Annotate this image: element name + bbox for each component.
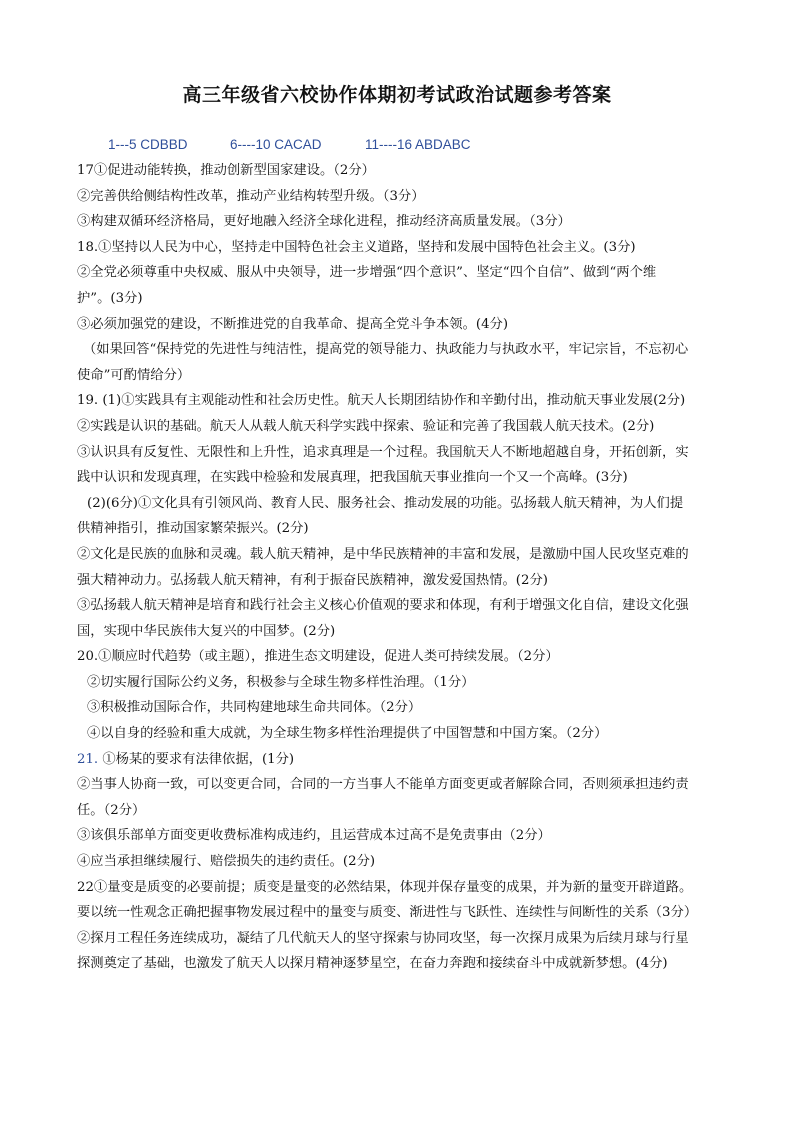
answer-line: ②当事人协商一致，可以变更合同，合同的一方当事人不能单方面变更或者解除合同，否则须承担违约责	[77, 777, 689, 793]
answer-line: ②实践是认识的基础。航天人从载人航天科学实践中探索、验证和完善了我国载人航天技术。(2分)	[77, 418, 655, 434]
answer-line: (2)(6分)①文化具有引领风尚、教育人民、服务社会、推动发展的功能。弘扬载人航天精神，为人们提	[87, 495, 684, 511]
answer-line: ③积极推动国际合作，共同构建地球生命共同体。（2分）	[87, 700, 422, 716]
answer-line: ②切实履行国际公约义务，积极参与全球生物多样性治理。（1分）	[87, 674, 475, 690]
answers-6-10: 6----10 CACAD	[230, 137, 322, 152]
answer-line: 任。（2分）	[77, 802, 146, 818]
answer-line: ②完善供给侧结构性改革，推动产业结构转型升级。（3分）	[77, 188, 425, 204]
answer-line: 要以统一性观念正确把握事物发展过程中的量变与质变、渐进性与飞跃性、连续性与间断性的关系（3分）	[77, 905, 698, 921]
question-number-21: 21.	[77, 751, 99, 767]
answer-line: ③认识具有反复性、无限性和上升性，追求真理是一个过程。我国航天人不断地超越自身，开拓创新，实	[77, 444, 689, 460]
answer-line-21	[77, 747, 722, 773]
answer-line: ④应当承担继续履行、赔偿损失的违约责任。(2分)	[77, 854, 376, 870]
answer-line: ④以自身的经验和重大成就，为全球生物多样性治理提供了中国智慧和中国方案。（2分）	[87, 726, 608, 742]
answer-line: 护”。(3分)	[77, 290, 143, 306]
answer-line-21-text: ①杨某的要求有法律依据，(1分)	[102, 751, 295, 767]
answer-line: 22①量变是质变的必要前提；质变是量变的必然结果，体现并保存量变的成果，并为新的量变开辟道路。	[77, 879, 693, 895]
answer-line: ②探月工程任务连续成功，凝结了几代航天人的坚守探索与协同攻坚，每一次探月成果为后续月球与行星	[77, 930, 689, 946]
multiple-choice-answers	[108, 137, 471, 157]
answer-line: 17①促进动能转换，推动创新型国家建设。（2分）	[77, 163, 375, 178]
answer-line: ③必须加强党的建设，不断推进党的自我革命、提高全党斗争本领。(4分)	[77, 316, 509, 332]
answer-line: ③弘扬载人航天精神是培育和践行社会主义核心价值观的要求和体现，有利于增强文化自信，建设文化强	[77, 598, 689, 614]
answer-line: ③该俱乐部单方面变更收费标准构成违约，且运营成本过高不是免责事由（2分）	[77, 828, 551, 844]
answer-line: 国，实现中华民族伟大复兴的中国梦。(2分)	[77, 623, 336, 639]
answer-line: 使命”可酌情给分）	[77, 367, 191, 383]
answer-line: 践中认识和发现真理，在实践中检验和发展真理，把我国航天事业推向一个又一个高峰。(3分)	[77, 470, 628, 486]
answer-line: ③构建双循环经济格局，更好地融入经济全球化进程，推动经济高质量发展。（3分）	[77, 214, 571, 230]
answers-1-5: 1---5 CDBBD	[108, 137, 188, 152]
page-title: 高三年级省六校协作体期初考试政治试题参考答案	[182, 84, 612, 106]
answer-line: 供精神指引，推动国家繁荣振兴。(2分)	[77, 521, 309, 537]
answer-line: 18.①坚持以人民为中心，坚持走中国特色社会主义道路，坚持和发展中国特色社会主义。(3分)	[77, 239, 636, 255]
answer-body	[77, 158, 722, 977]
answers-11-16: 11----16 ABDABC	[365, 137, 471, 152]
answer-line: 20.①顺应时代趋势（或主题），推进生态文明建设，促进人类可持续发展。（2分）	[77, 649, 559, 665]
answer-line: 19. (1)①实践具有主观能动性和社会历史性。航天人长期团结协作和辛勤付出，推动航天事业发展(2分)	[77, 393, 686, 409]
answer-line: ②全党必须尊重中央权威、服从中央领导，进一步增强“四个意识”、坚定“四个自信”、做到“两个维	[77, 265, 657, 281]
answer-line: 强大精神动力。弘扬载人航天精神，有利于振奋民族精神，激发爱国热情。(2分)	[77, 572, 548, 588]
answer-line: 探测奠定了基础，也激发了航天人以探月精神逐梦星空，在奋力奔跑和接续奋斗中成就新梦想。(4分)	[77, 956, 668, 972]
answer-line: （如果回答“保持党的先进性与纯洁性，提高党的领导能力、执政能力与执政水平，牢记宗旨，不忘初心	[83, 342, 689, 358]
answer-line: ②文化是民族的血脉和灵魂。载人航天精神，是中华民族精神的丰富和发展，是激励中国人民攻坚克难的	[77, 546, 689, 562]
